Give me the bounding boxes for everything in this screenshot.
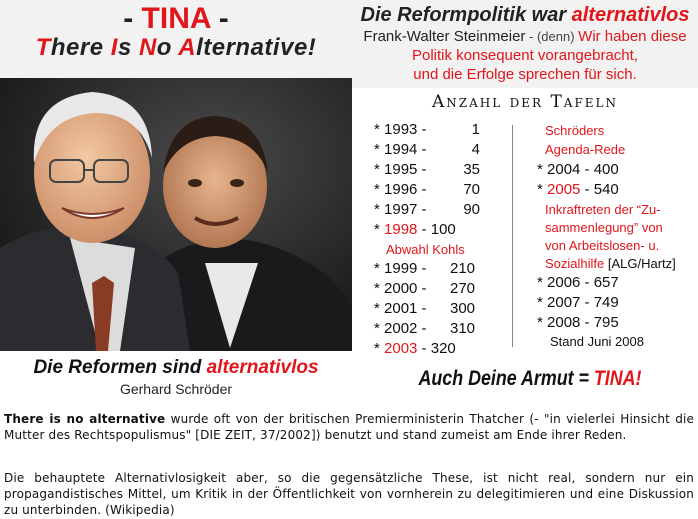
tafeln-row-2008: * 2008 - 795 [537,314,619,331]
note-schroeders: Schröders [545,123,605,138]
quote-line-3: und die Erfolge sprechen für sich. [413,66,637,83]
paragraph-wikipedia: Die behauptete Alternativlosigkeit aber, so die gegensätzliche These, ist nicht real, sondern nur ein propagandistisches Mittel, um Kritik in der Öffentlichkeit von vornherein zu delegitimieren und eine Diskussion zu unterbinden. (Wikipedia) [4,471,694,517]
tafeln-row-2007: * 2007 - 749 [537,294,619,311]
column-divider [512,125,513,347]
tafeln-row-1997: * 1997 - 90 [374,201,480,218]
note-arbeitslosen: von Arbeitslosen- u. [545,238,660,253]
tafeln-row-2004: * 2004 - 400 [537,161,619,178]
tina-subtitle: There Is No Alternative! [35,34,317,61]
title-block [0,0,352,78]
tafeln-row-2006: * 2006 - 657 [537,274,619,291]
tafeln-row-2002: * 2002 - 310 [374,320,476,337]
tafeln-row-1999: * 1999 - 210 [374,260,476,277]
steinmeier-quote [352,0,698,88]
tafeln-row-2005: * 2005 - 540 [537,181,619,198]
schroeder-name: Gerhard Schröder [119,381,233,397]
tafeln-row-1996: * 1996 - 70 [374,181,480,198]
tina-title: - TINA - [123,2,229,35]
tafeln-row-1993: * 1993 - 1 [374,121,480,138]
quote-line-2: Politik konsequent vorangebracht, [412,47,638,64]
note-agenda-rede: Agenda-Rede [545,142,626,157]
armut-slogan: Auch Deine Armut = TINA! [418,367,642,390]
tafeln-row-1995: * 1995 - 35 [374,161,480,178]
quote-title: Die Reformpolitik war alternativlos [360,4,690,26]
tafeln-row-2000: * 2000 - 270 [374,280,476,297]
politicians-photo [0,78,352,351]
tafeln-row-1994: * 1994 - 4 [374,141,480,158]
note-inkraftreten: Inkraftreten der “Zu- [545,202,661,217]
paragraph-thatcher: There is no alternative wurde oft von der britischen Premierministerin Thatcher (- "in vielerlei Hinsicht die Mutter des Rechtspopulismus" [DIE ZEIT, 37/2002]) benutzt und stand zumeist am Ende ihrer Reden. [4,412,694,442]
photo-illustration [0,78,352,351]
tafeln-row-2003: * 2003 - 320 [374,340,456,357]
tafeln-row-1998: * 1998 - 100 [374,221,456,238]
note-zusammenlegung: sammenlegung” von [545,220,663,235]
note-sozialhilfe: Sozialhilfe [ALG/Hartz] [545,256,676,271]
tafeln-row-2001: * 2001 - 300 [374,300,476,317]
quote-line-1: Frank-Walter Steinmeier - (denn) Wir haben diese [363,28,687,45]
tafeln-title: Anzahl der Tafeln [432,92,618,112]
tafeln-note-abwahl: Abwahl Kohls [386,242,465,257]
reformen-caption: Die Reformen sind alternativlos [33,357,319,378]
stand-juni-2008: Stand Juni 2008 [550,334,644,349]
